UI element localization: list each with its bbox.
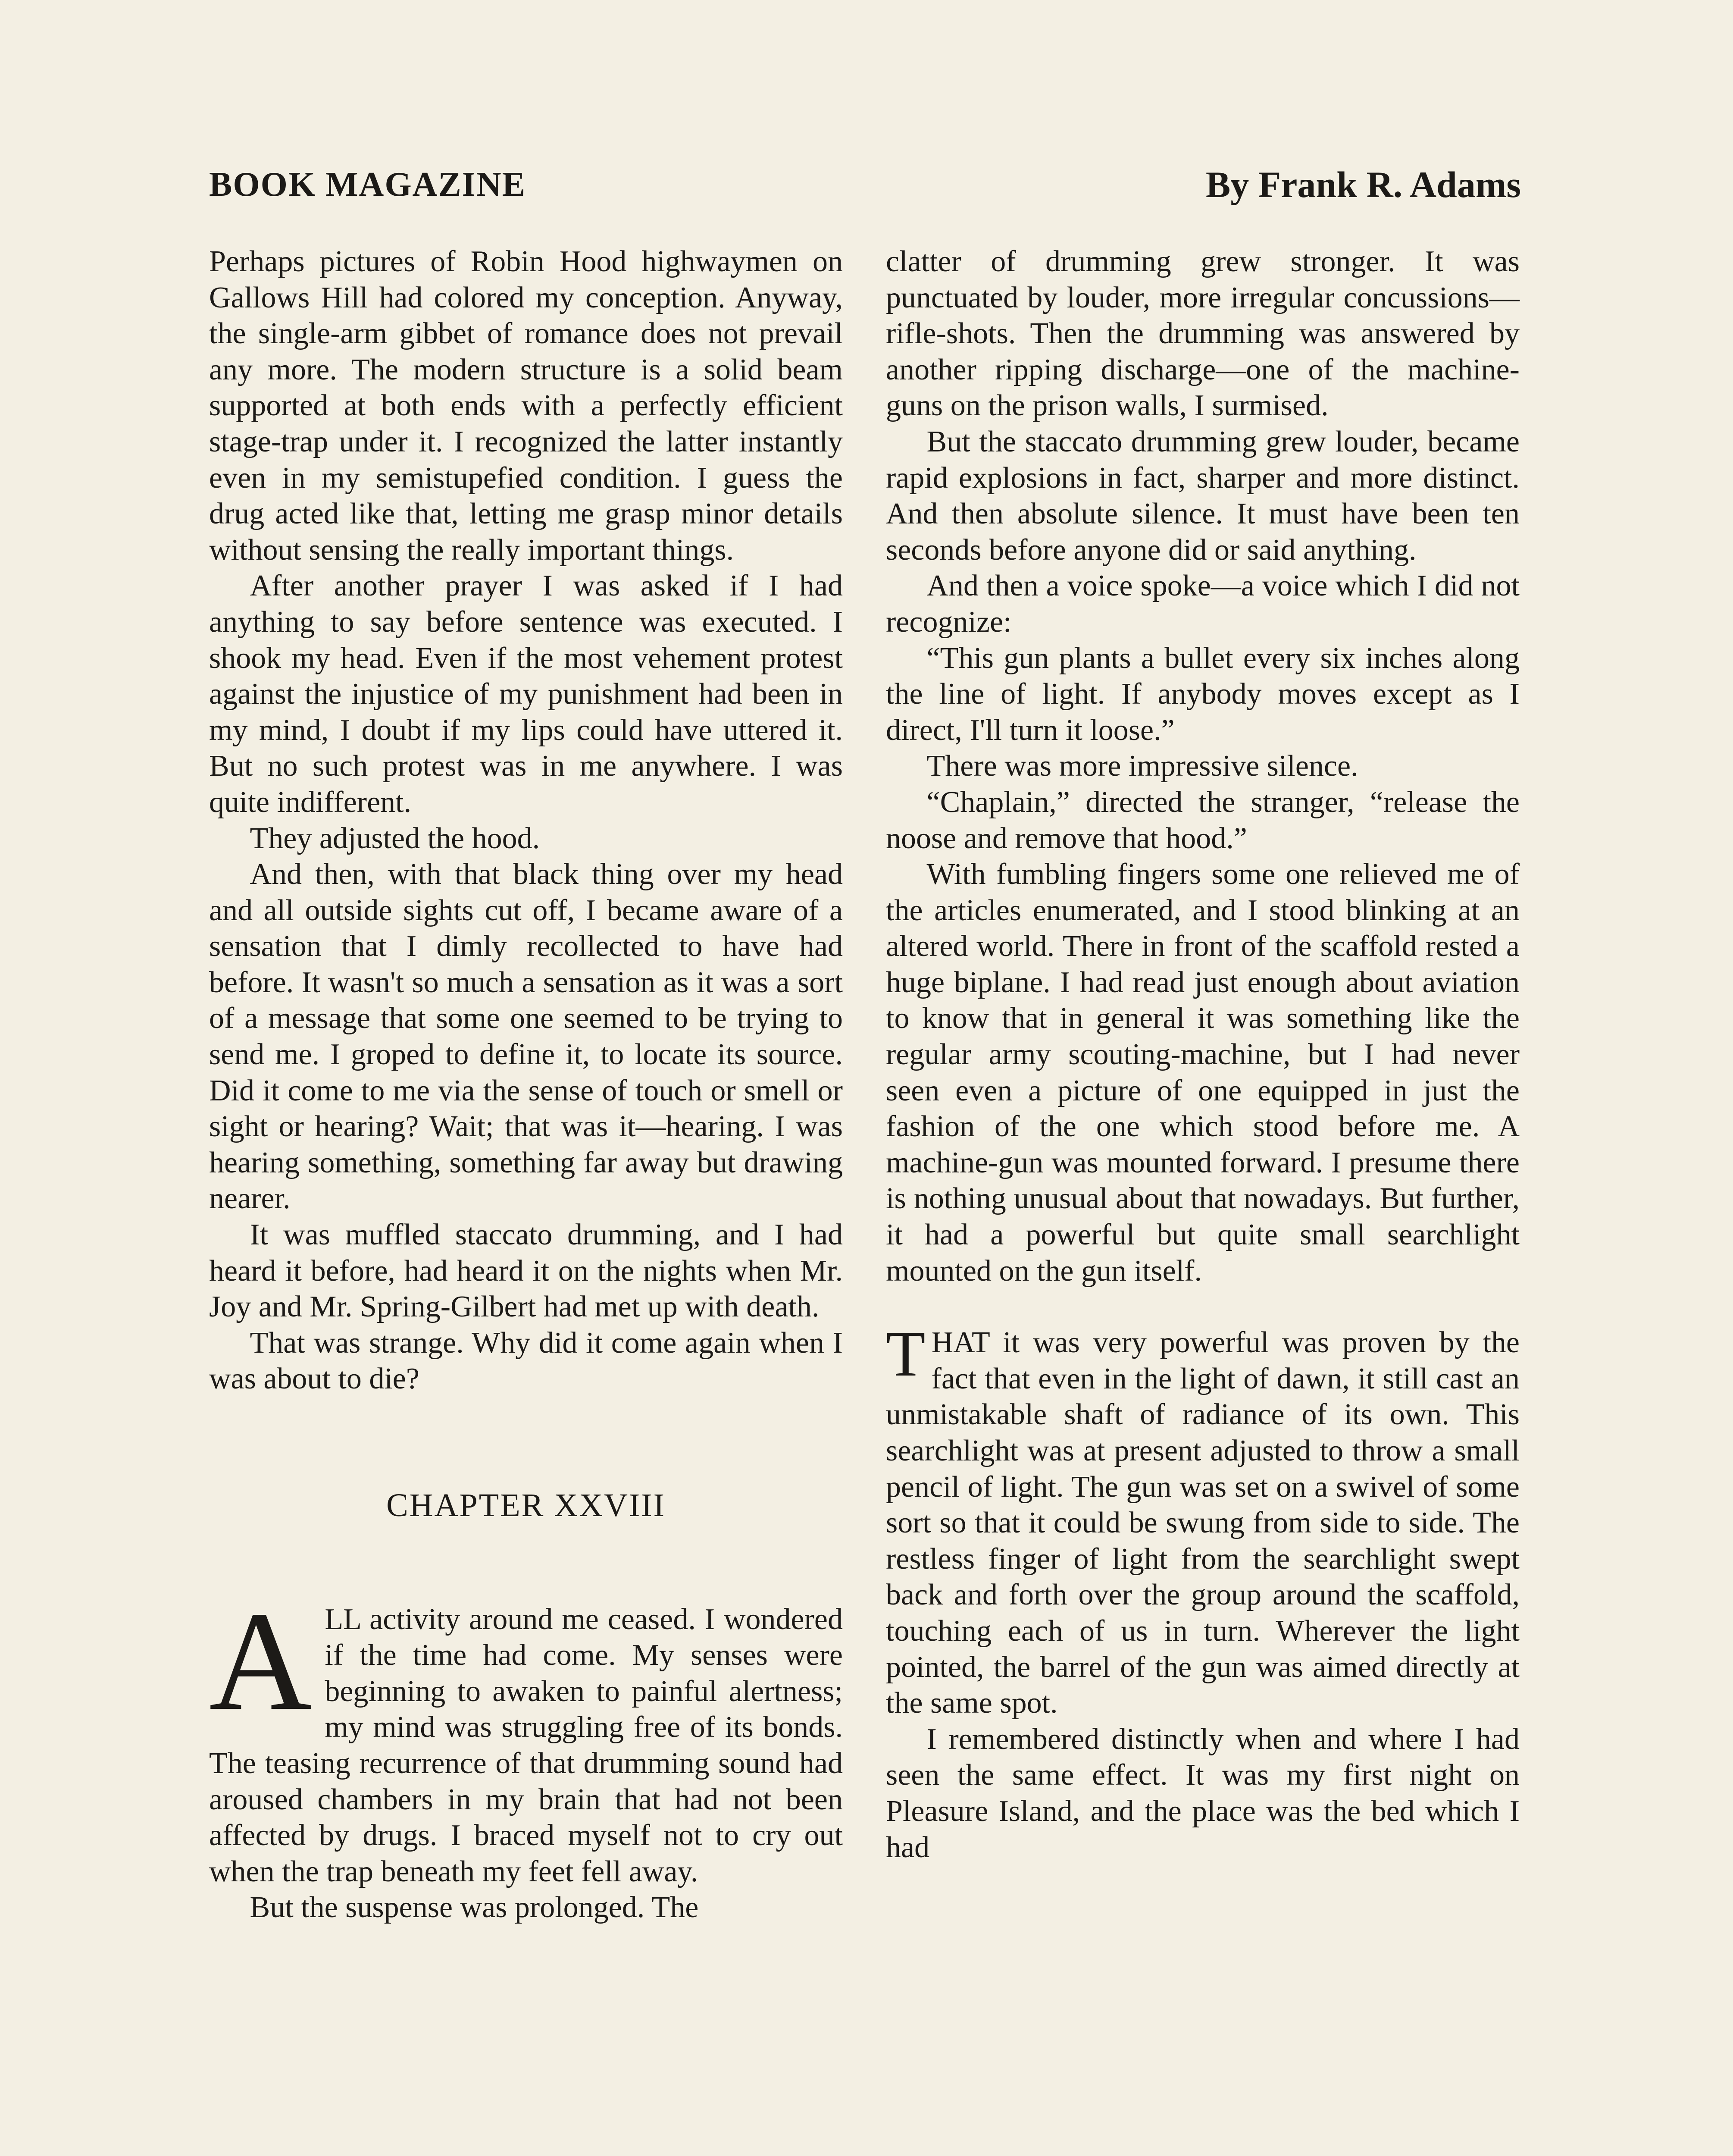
running-header-author: By Frank R. Adams bbox=[1205, 164, 1521, 205]
paragraph: I remembered distinctly when and where I had seen the same effect. It was my first night on Pleasure Island, and the place was the bed which I had bbox=[886, 1722, 1520, 1864]
paragraph: Perhaps pictures of Robin Hood highwaymen on Gallows Hill had colored my conception. Anyway, the single-arm gibbet of romance does not prevail any more. The modern structure is a solid beam supported at both ends with a perfectly efficient stage-trap under it. I recognized the latter instantly even in my semistupefied condition. I guess the drug acted like that, letting me grasp minor details without sensing the really important things. bbox=[209, 245, 843, 567]
continued-paragraph: clatter of drumming grew stronger. It was punctuated by louder, more irregular concussions—rifle-shots. Then the drumming was answered by another ripping discharge—one of the machine-guns on the prison walls, I surmised. bbox=[886, 245, 1520, 423]
paragraph: With fumbling fingers some one relieved me of the articles enumerated, and I stood blinking at an altered world. There in front of the scaffold rested a huge biplane. I had read just enough about aviation to know that in general it was something like the regular army scouting-machine, but I had never seen even a picture of one equipped in just the fashion of the one which stood before me. A machine-gun was mounted forward. I presume there is nothing unusual about that nowadays. But further, it had a powerful but quite small searchlight mounted on the gun itself. bbox=[886, 858, 1520, 1288]
right-column bbox=[886, 244, 1520, 1865]
paragraph: “This gun plants a bullet every six inches along the line of light. If anybody moves except as I direct, I'll turn it loose.” bbox=[886, 641, 1520, 747]
paragraph: But the staccato drumming grew louder, became rapid explosions in fact, sharper and more distinct. And then absolute silence. It must have been ten seconds before anyone did or said anything. bbox=[886, 425, 1520, 567]
paragraph: After another prayer I was asked if I had anything to say before sentence was executed. I shook my head. Even if the most vehement protest against the injustice of my punishment had been in my mind, I doubt if my lips could have uttered it. But no such protest was in me anywhere. I was quite indifferent. bbox=[209, 569, 843, 819]
paragraph: And then, with that black thing over my head and all outside sights cut off, I became aware of a sensation that I dimly recollected to have had before. It wasn't so much a sensation as it was a sort of a message that some one seemed to be trying to send me. I groped to define it, to locate its source. Did it come to me via the sense of touch or smell or sight or hearing? Wait; that was it—hearing. I was hearing something, something far away but drawing nearer. bbox=[209, 858, 843, 1216]
paragraph: And then a voice spoke—a voice which I did not recognize: bbox=[886, 569, 1520, 639]
chapter-opening-text: LL activity around me ceased. I wondered if the time had come. My senses were beginning to awaken to painful alertness; my mind was struggling free of its bonds. The teasing recurrence of that drumming sound had aroused chambers in my brain that had not been affected by drugs. I braced myself not to cry out when the trap beneath my feet fell away. bbox=[209, 1602, 843, 1888]
drop-cap: A bbox=[209, 1582, 312, 1740]
paragraph: It was muffled staccato drumming, and I had heard it before, had heard it on the nights when Mr. Joy and Mr. Spring-Gilbert had met up with death. bbox=[209, 1218, 843, 1324]
section-opening-text: HAT it was very powerful was proven by the fact that even in the light of dawn, it still cast an unmistakable shaft of radiance of its own. This searchlight was at present adjusted to throw a small pencil of light. The gun was set on a swivel of some sort so that it could be swung from side to side. The restless finger of light from the searchlight swept back and forth over the group around the scaffold, touching each of us in turn. Wherever the light pointed, the barrel of the gun was aimed directly at the same spot. bbox=[886, 1326, 1520, 1720]
section-break bbox=[886, 1289, 1520, 1325]
left-column bbox=[209, 244, 843, 1926]
drop-cap: T bbox=[886, 1318, 926, 1390]
paragraph: But the suspense was prolonged. The bbox=[250, 1891, 699, 1924]
running-header-title: BOOK MAGAZINE bbox=[209, 166, 526, 204]
chapter-heading: CHAPTER XXVIII bbox=[386, 1487, 666, 1523]
paragraph: “Chaplain,” directed the stranger, “release the noose and remove that hood.” bbox=[886, 785, 1520, 855]
paragraph: There was more impressive silence. bbox=[926, 749, 1358, 783]
chapter-opening-paragraph bbox=[209, 1582, 843, 1890]
paragraph: They adjusted the hood. bbox=[250, 821, 540, 855]
paragraph: That was strange. Why did it come again when I was about to die? bbox=[209, 1326, 843, 1396]
section-opening-paragraph bbox=[886, 1318, 1520, 1721]
